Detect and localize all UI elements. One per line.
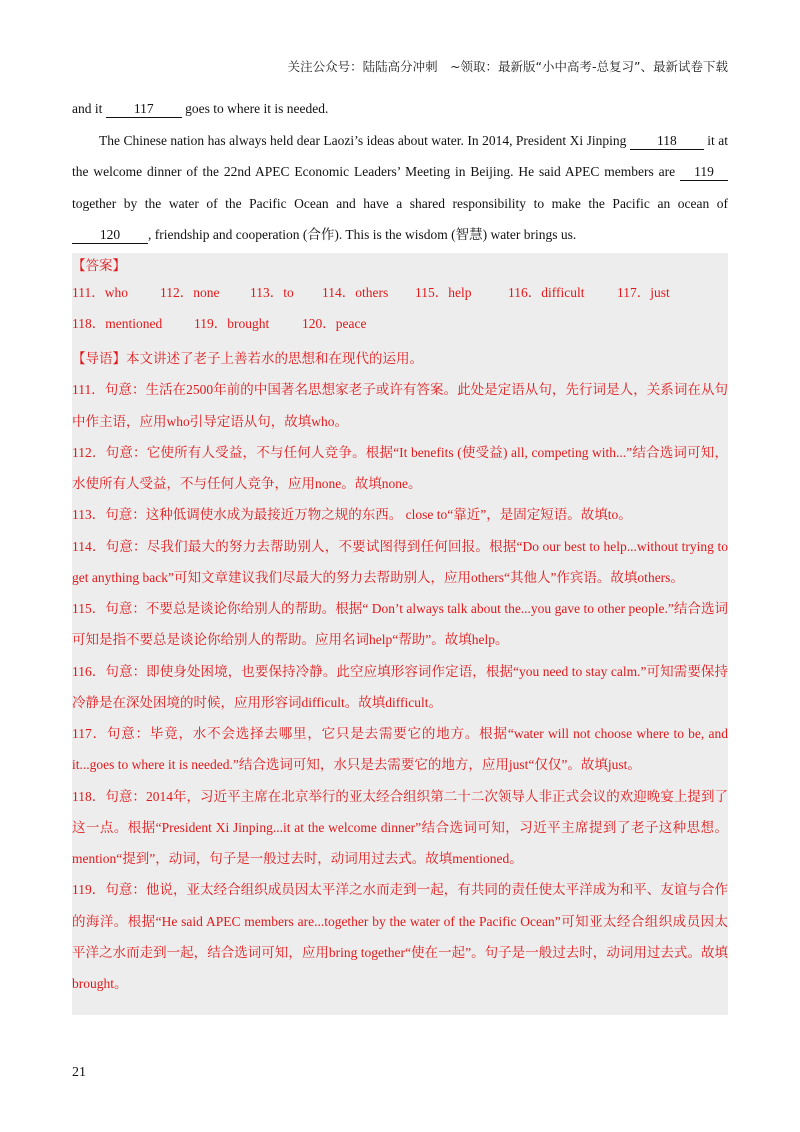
explanation-112: 112．句意：它使所有人受益，不与任何人竞争。根据“It benefits (使受益) all, competing with...”结合选词可知，水使所有人受益，不与任何人竞争，应用none。故填none。: [72, 444, 728, 491]
answer-section: [72, 253, 728, 1015]
passage-text: The Chinese nation has always held dear Laozi’s ideas about water. In 2014, President Xi Jinping: [99, 132, 630, 148]
answer-item: 118．mentioned: [72, 316, 163, 331]
passage-paragraph: [72, 125, 728, 251]
page-header: 关注公众号：陆陆高分冲刺 ~领取：最新版“小中高考-总复习”、最新试卷下载: [287, 59, 728, 74]
answer-item: 119．brought: [194, 316, 270, 331]
explanation-119: 119．句意：他说，亚太经合组织成员因太平洋之水而走到一起，有共同的责任使太平洋成为和平、友谊与合作的海洋。根据“He said APEC members are...together by the water of the Pacific Ocean”可知亚太经合组织成员因太平洋之水而走到一起，结合选词可知，应用bring together“使在一起”。句子是一般过去时，动词用过去式。故填brought。: [72, 882, 728, 991]
explanation-111: 111．句意：生活在2500年前的中国著名思想家老子或许有答案。此处是定语从句，先行词是人，关系词在从句中作主语，应用who引导定语从句，故填who。: [72, 382, 728, 429]
answer-item: 116．difficult: [508, 285, 585, 300]
blank-119: 119: [680, 164, 728, 181]
answer-item: 117．just: [617, 285, 670, 300]
explanation-118: 118．句意：2014年，习近平主席在北京举行的亚太经合组织第二十二次领导人非正式会议的欢迎晚宴上提到了这一点。根据“President Xi Jinping...it at the welcome dinner”结合选词可知，习近平主席提到了老子这种思想。mention“提到”，动词，句子是一般过去时，动词用过去式。故填mentioned。: [72, 788, 728, 866]
answer-row-2: [72, 311, 728, 336]
blank-120: 120: [72, 227, 148, 244]
page-number: 21: [72, 1065, 86, 1080]
explanations: [72, 343, 728, 999]
blank-118: 118: [630, 133, 704, 150]
explanation-117: 117．句意：毕竟，水不会选择去哪里，它只是去需要它的地方。根据“water will not choose where to be, and it...goes to where it is needed.”结合选词可知，水只是去需要它的地方，应用just“仅仅”。故填just。: [72, 726, 728, 773]
answer-row-1: [72, 280, 728, 305]
passage-text: goes to where it is needed.: [181, 101, 329, 116]
passage-line-117: [72, 93, 728, 125]
passage-text: and it: [72, 101, 106, 116]
answer-item: 120．peace: [302, 316, 367, 331]
explanation-114: 114．句意：尽我们最大的努力去帮助别人，不要试图得到任何回报。根据“Do our best to help...without trying to get anything back”可知文章建议我们尽最大的努力去帮助别人，应用others“其他人”作宾语。故填others。: [72, 538, 728, 585]
answer-item: 112．none: [160, 285, 220, 300]
answer-item: 114．others: [322, 285, 389, 300]
explanation-116: 116．句意：即使身处困境，也要保持冷静。此空应填形容词作定语，根据“you need to stay calm.”可知需要保持冷静是在深处困境的时候，应用形容词difficult。故填difficult。: [72, 663, 728, 710]
passage-text: it at the welcome dinner of the 22nd APEC Economic Leaders’ Meeting in Beijing. He said APEC members are: [72, 132, 729, 179]
blank-117: 117: [106, 101, 182, 118]
passage-text: together by the water of the Pacific Ocean and have a shared responsibility to make the Pacific an ocean of: [72, 195, 728, 211]
explanation-113: 113．句意：这种低调使水成为最接近万物之规的东西。 close to“靠近”，是固定短语。故填to。: [72, 507, 632, 523]
answer-item: 111．who: [72, 285, 128, 300]
passage-text: , friendship and cooperation (合作). This is the wisdom (智慧) water brings us.: [148, 227, 577, 242]
answer-item: 115．help: [415, 285, 472, 300]
passage: [72, 93, 728, 251]
explanation-115: 115．句意：不要总是谈论你给别人的帮助。根据“ Don’t always talk about the...you gave to other people.”结合选词可知是指不要总是谈论你给别人的帮助。应用名词help“帮助”。故填help。: [72, 601, 728, 648]
answer-item: 113．to: [250, 285, 294, 300]
guide-text: 【导语】本文讲述了老子上善若水的思想和在现代的运用。: [72, 351, 423, 366]
answer-heading: 【答案】: [72, 258, 126, 273]
